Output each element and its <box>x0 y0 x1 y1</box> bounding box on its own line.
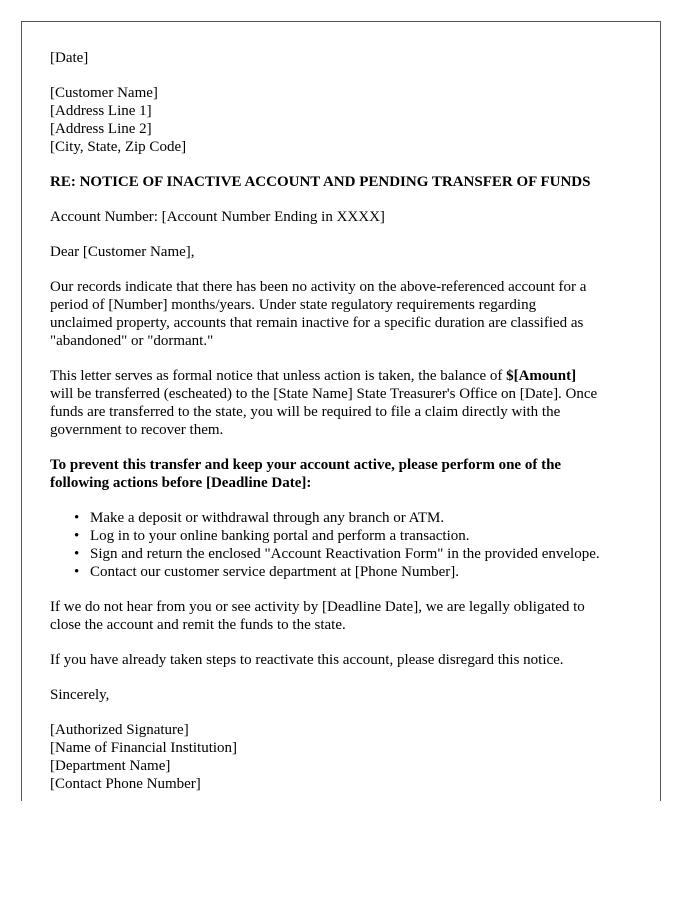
actions-list <box>50 509 650 581</box>
amount-placeholder: $[Amount] <box>506 368 577 384</box>
list-item <box>74 527 650 545</box>
bullet-icon: • <box>74 564 80 580</box>
instruction-line: following actions before [Deadline Date]: <box>50 475 312 491</box>
salutation-text: Dear [Customer Name], <box>50 244 195 260</box>
action-text: Sign and return the enclosed "Account Reactivation Form" in the provided envelope. <box>90 546 600 562</box>
paragraph-disregard <box>50 651 650 669</box>
signature-phone: [Contact Phone Number] <box>50 776 201 792</box>
instruction-heading <box>50 456 650 492</box>
recipient-city-state-zip: [City, State, Zip Code] <box>50 139 187 155</box>
paragraph-line: funds are transferred to the state, you will be required to file a claim directly with the <box>50 404 561 420</box>
letter-date <box>50 49 650 67</box>
action-text: Contact our customer service department at [Phone Number]. <box>90 564 460 580</box>
signature-department: [Department Name] <box>50 758 171 774</box>
paragraph-line: unclaimed property, accounts that remain inactive for a specific duration are classified as <box>50 315 584 331</box>
account-number-line <box>50 208 650 226</box>
list-item <box>74 563 650 581</box>
paragraph-line: period of [Number] months/years. Under state regulatory requirements regarding <box>50 297 537 313</box>
letter-page <box>21 21 661 801</box>
paragraph-transfer-notice <box>50 367 650 439</box>
paragraph-line: "abandoned" or "dormant." <box>50 333 214 349</box>
signature-block <box>50 721 650 793</box>
action-text: Make a deposit or withdrawal through any branch or ATM. <box>90 510 445 526</box>
paragraph-line: government to recover them. <box>50 422 224 438</box>
recipient-address <box>50 84 650 156</box>
recipient-name: [Customer Name] <box>50 85 158 101</box>
paragraph-line: If we do not hear from you or see activity by [Deadline Date], we are legally obligated to <box>50 599 585 615</box>
paragraph-line: will be transferred (escheated) to the [State Name] State Treasurer's Office on [Date]. Once <box>50 386 598 402</box>
account-number-text: Account Number: [Account Number Ending in XXXX] <box>50 209 385 225</box>
salutation <box>50 243 650 261</box>
list-item <box>74 545 650 563</box>
recipient-address-line-1: [Address Line 1] <box>50 103 152 119</box>
letter-body <box>50 49 650 810</box>
paragraph-text: This letter serves as formal notice that unless action is taken, the balance of <box>50 368 507 384</box>
paragraph-line: If you have already taken steps to reactivate this account, please disregard this notice. <box>50 652 564 668</box>
paragraph-line <box>50 367 650 385</box>
date-text: [Date] <box>50 50 89 66</box>
subject-text: RE: NOTICE OF INACTIVE ACCOUNT AND PENDING TRANSFER OF FUNDS <box>50 174 591 190</box>
paragraph-inactivity <box>50 278 650 350</box>
closing <box>50 686 650 704</box>
bullet-icon: • <box>74 528 80 544</box>
action-text: Log in to your online banking portal and perform a transaction. <box>90 528 470 544</box>
bullet-icon: • <box>74 510 80 526</box>
paragraph-deadline <box>50 598 650 634</box>
bullet-icon: • <box>74 546 80 562</box>
instruction-line: To prevent this transfer and keep your account active, please perform one of the <box>50 457 562 473</box>
signature-authorized: [Authorized Signature] <box>50 722 189 738</box>
subject-line <box>50 173 650 191</box>
recipient-address-line-2: [Address Line 2] <box>50 121 152 137</box>
signature-institution: [Name of Financial Institution] <box>50 740 238 756</box>
list-item <box>74 509 650 527</box>
paragraph-line: close the account and remit the funds to the state. <box>50 617 346 633</box>
closing-text: Sincerely, <box>50 687 110 703</box>
paragraph-line: Our records indicate that there has been no activity on the above-referenced account for a <box>50 279 587 295</box>
